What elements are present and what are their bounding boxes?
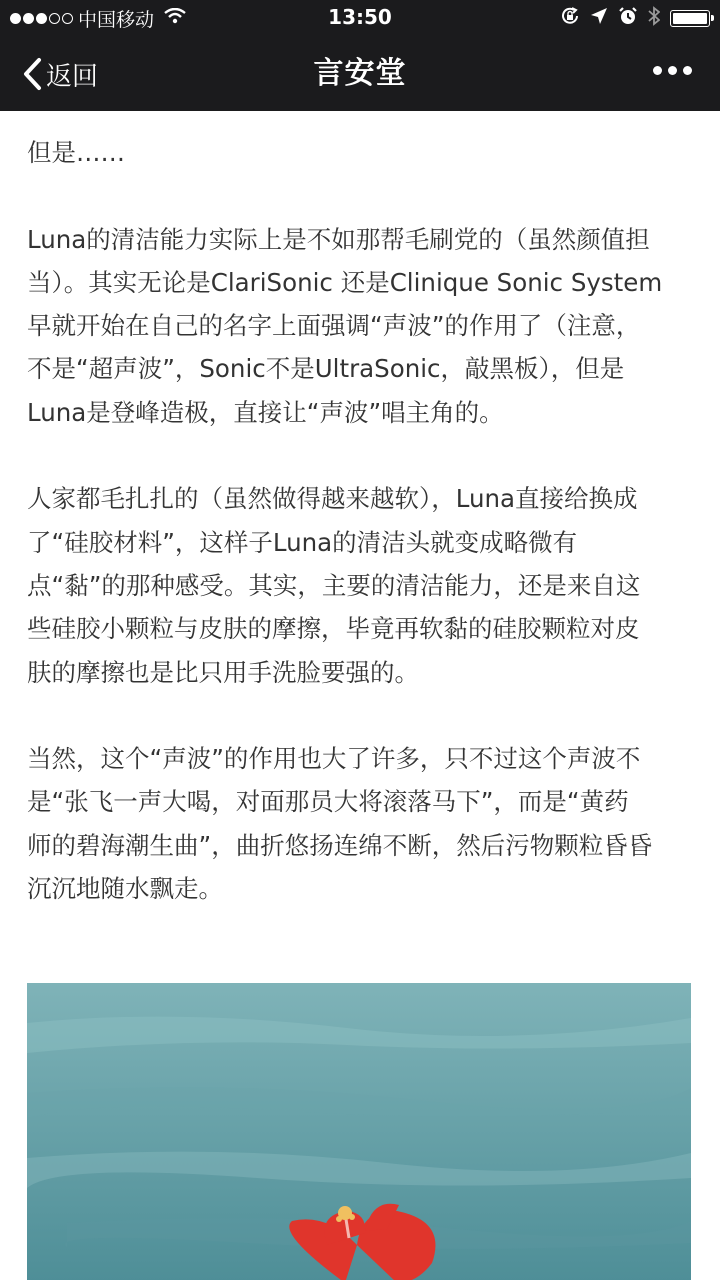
nav-bar xyxy=(0,36,720,111)
article-paragraph xyxy=(27,737,695,910)
more-dot-icon xyxy=(683,66,692,75)
text-line: 当然，这个“声波”的作用也大了许多，只不过这个声波不 xyxy=(27,744,641,774)
orientation-lock-icon xyxy=(560,6,580,31)
article-body xyxy=(27,131,695,910)
more-dot-icon xyxy=(668,66,677,75)
alarm-clock-icon xyxy=(618,6,638,31)
article-image[interactable] xyxy=(27,983,691,1280)
status-bar xyxy=(0,0,720,36)
text-line: 当）。其实无论是ClariSonic 还是Clinique Sonic System xyxy=(27,267,663,297)
article-paragraph xyxy=(27,477,695,693)
carrier-name: 中国移动 xyxy=(78,8,155,31)
text-line: 人家都毛扎扎的（虽然做得越来越软），Luna直接给换成 xyxy=(27,484,638,514)
text-line: 肤的摩擦也是比只用手洗脸要强的。 xyxy=(27,657,419,687)
status-bar-right xyxy=(560,5,710,31)
text-line: 不是“超声波”，Sonic不是UltraSonic，敲黑板），但是 xyxy=(27,354,625,384)
status-time: 13:50 xyxy=(328,5,392,29)
article-paragraph xyxy=(27,218,695,434)
text-line: 师的碧海潮生曲”，曲折悠扬连绵不断，然后污物颗粒昏昏 xyxy=(27,830,653,860)
text-line: 点“黏”的那种感受。其实，主要的清洁能力，还是来自这 xyxy=(27,570,641,600)
page-title: 言安堂 xyxy=(313,56,407,91)
text-line: Luna的清洁能力实际上是不如那帮毛刷党的（虽然颜值担 xyxy=(27,224,650,254)
more-options-button[interactable] xyxy=(653,66,692,75)
text-line: 沉沉地随水飘走。 xyxy=(27,874,223,904)
hibiscus-water-illustration xyxy=(27,983,691,1280)
more-dot-icon xyxy=(653,66,662,75)
article-paragraph xyxy=(27,131,695,174)
bluetooth-icon xyxy=(648,6,660,31)
text-line: 是“张飞一声大喝，对面那员大将滚落马下”，而是“黄药 xyxy=(27,787,629,817)
location-arrow-icon xyxy=(590,7,608,30)
text-line: 了“硅胶材料”，这样子Luna的清洁头就变成略微有 xyxy=(27,527,578,557)
text-line: 早就开始在自己的名字上面强调“声波”的作用了（注意， xyxy=(27,311,641,341)
text-line: 但是…… xyxy=(27,138,125,167)
text-line: 些硅胶小颗粒与皮肤的摩擦，毕竟再软黏的硅胶颗粒对皮 xyxy=(27,614,640,644)
back-label: 返回 xyxy=(46,61,99,92)
battery-icon xyxy=(670,10,710,27)
text-line: Luna是登峰造极，直接让“声波”唱主角的。 xyxy=(27,397,504,427)
